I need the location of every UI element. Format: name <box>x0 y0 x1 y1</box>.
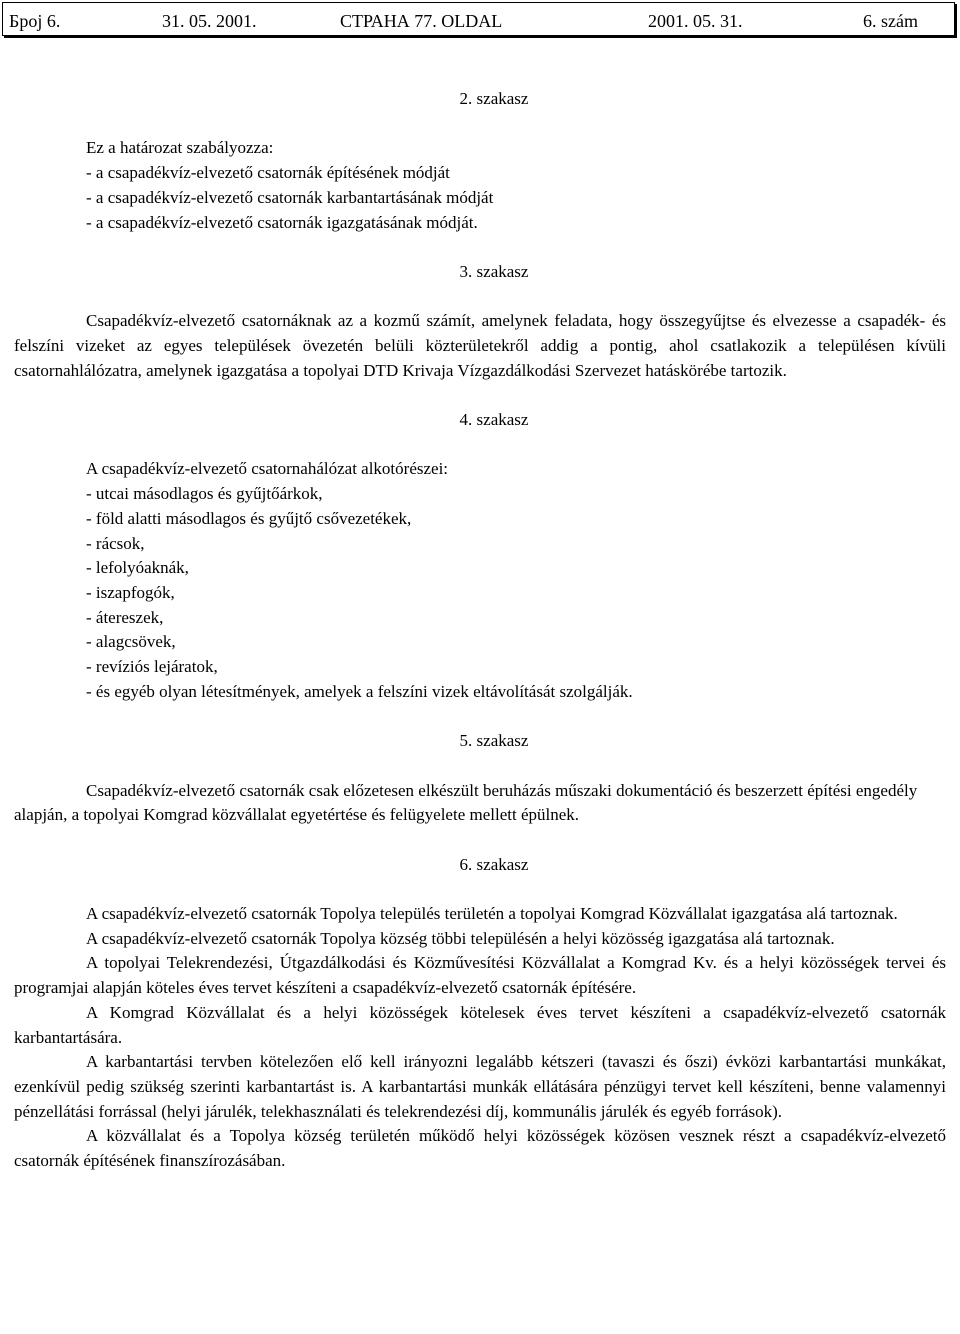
section-4-item: - és egyéb olyan létesítmények, amelyek a felszíni vizek eltávolítását szolgálják. <box>86 681 633 701</box>
section-6-paragraph: A topolyai Telekrendezési, Útgazdálkodási és Közművesítési Közvállalat a Komgrad Kv. és a helyi közösségek tervei és programjai alapján köteles éves tervet készíteni a csapadékvíz-elvezető csatornák építésére. <box>14 953 946 998</box>
header-issue-hu: 6. szám <box>863 11 918 31</box>
section-4-item: - rácsok, <box>86 533 145 553</box>
section-4-list <box>14 457 946 704</box>
section-2-intro: Ez a határozat szabályozza: <box>86 138 274 158</box>
section-3-title: 3. szakasz <box>459 261 529 281</box>
section-6-paragraph: A Komgrad Közvállalat és a helyi közösségek kötelesek éves tervet készíteni a csapadékvíz-elvezető csatornák karbantartására. <box>14 1002 946 1047</box>
header-date-sr: 31. 05. 2001. <box>162 11 257 31</box>
page-header <box>2 2 955 36</box>
section-4-item: - alagcsövek, <box>86 632 176 652</box>
section-5-title: 5. szakasz <box>459 731 529 751</box>
section-4-title: 4. szakasz <box>459 410 529 430</box>
document-body <box>14 87 946 1174</box>
section-6-paragraph: A csapadékvíz-elvezető csatornák Topolya község többi településén a helyi közösség igazgatása alá tartoznak. <box>86 928 835 948</box>
section-4-item: - utcai másodlagos és gyűjtőárkok, <box>86 484 323 504</box>
section-2-list <box>14 136 946 235</box>
section-4-item: - lefolyóaknák, <box>86 558 189 578</box>
section-4-item: - iszapfogók, <box>86 582 175 602</box>
header-issue-sr: Број 6. <box>9 11 61 31</box>
section-6-paragraph: A csapadékvíz-elvezető csatornák Topolya település területén a topolyai Komgrad Közvállalat igazgatása alá tartoznak. <box>86 904 898 924</box>
section-2-title: 2. szakasz <box>459 89 529 108</box>
section-4-intro: A csapadékvíz-elvezető csatornahálózat alkotórészei: <box>86 459 449 479</box>
section-5-paragraph: Csapadékvíz-elvezető csatornák csak előzetesen elkészült beruházás műszaki dokumentáció és beszerzett építési engedély alapján, a topolyai Komgrad közvállalat egyetértése és felügyelete mellett épülnek. <box>14 780 918 825</box>
section-4-item: - föld alatti másodlagos és gyűjtő csővezetékek, <box>86 508 412 528</box>
header-page-number: СТРАНА 77. OLDAL <box>340 11 503 31</box>
section-3-paragraph: Csapadékvíz-elvezető csatornáknak az a kozmű számít, amelynek feladata, hogy összegyűjtse és elvezesse a csapadék- és felszíni vizeket az egyes települések övezetén belüli közterületekről addig a pontig, ahol csatlakozik a településen kívüli csatornahlálózatra, amelynek igazgatása a topolyai DTD Krivaja Vízgazdálkodási Szervezet hatáskörébe tartozik. <box>14 311 946 380</box>
section-6-paragraph: A karbantartási tervben kötelezően elő kell irányozni legalább kétszeri (tavaszi és őszi) évközi karbantartási munkákat, ezenkívül pedig szükség szerinti karbantartást is. A karbantartási munkák ellátására pénzügyi tervet kell készíteni, benne valamennyi pénzellátási forrással (helyi járulék, telekhasználati és telekrendezési díj, kommunális járulék és egyéb források). <box>14 1052 946 1121</box>
section-2-item: - a csapadékvíz-elvezető csatornák építésének módját <box>86 163 450 183</box>
section-6-paragraph: A közvállalat és a Topolya község területén működő helyi közösségek közösen vesznek részt a csapadékvíz-elvezető csatornák építésének finanszírozásában. <box>14 1126 946 1171</box>
section-4-item: - revíziós lejáratok, <box>86 657 218 677</box>
section-2-item: - a csapadékvíz-elvezető csatornák igazgatásának módját. <box>86 212 478 232</box>
section-2-item: - a csapadékvíz-elvezető csatornák karbantartásának módját <box>86 187 494 207</box>
section-4-item: - átereszek, <box>86 607 164 627</box>
section-6-title: 6. szakasz <box>459 854 529 874</box>
header-date-hu: 2001. 05. 31. <box>648 11 743 31</box>
